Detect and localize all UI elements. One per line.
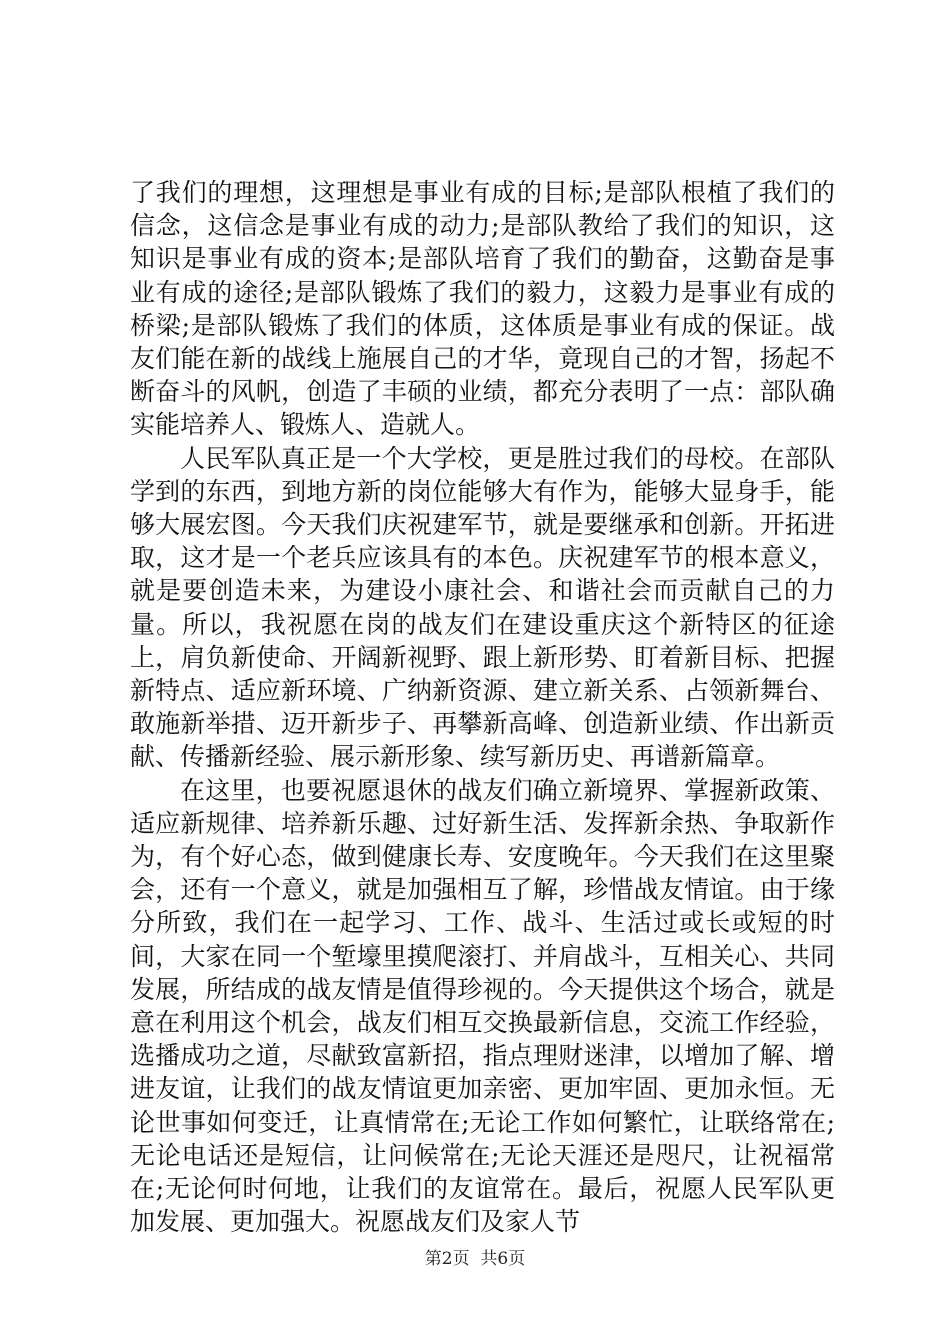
page-footer <box>0 1244 950 1269</box>
page-number-label: 第2页 共6页 <box>424 1249 526 1269</box>
paragraph-3: 在这里，也要祝愿退休的战友们确立新境界、掌握新政策、适应新规律、培养新乐趣、过好新生活、发挥新余热、争取新作为，有个好心态，做到健康长寿、安度晚年。今天我们在这里聚会，还有一个意义，就是加强相互了解，珍惜战友情谊。由于缘分所致，我们在一起学习、工作、战斗、生活过或长或短的时间，大家在同一个堑壕里摸爬滚打、并肩战斗，互相关心、共同发展，所结成的战友情是值得珍视的。今天提供这个场合，就是意在利用这个机会，战友们相互交换最新信息，交流工作经验，选播成功之道，尽献致富新招，指点理财迷津，以增加了解、增进友谊，让我们的战友情谊更加亲密、更加牢固、更加永恒。无论世事如何变迁，让真情常在;无论工作如何繁忙，让联络常在;无论电话还是短信，让问候常在;无论天涯还是咫尺，让祝福常在;无论何时何地，让我们的友谊常在。最后，祝愿人民军队更加发展、更加强大。祝愿战友们及家人节 <box>130 775 835 1237</box>
paragraph-2: 人民军队真正是一个大学校，更是胜过我们的母校。在部队学到的东西，到地方新的岗位能够大有作为，能够大显身手，能够大展宏图。今天我们庆祝建军节，就是要继承和创新。开拓进取，这才是一个老兵应该具有的本色。庆祝建军节的根本意义，就是要创造未来，为建设小康社会、和谐社会而贡献自己的力量。所以，我祝愿在岗的战友们在建设重庆这个新特区的征途上，肩负新使命、开阔新视野、跟上新形势、盯着新目标、把握新特点、适应新环境、广纳新资源、建立新关系、占领新舞台、敢施新举措、迈开新步子、再攀新高峰、创造新业绩、作出新贡献、传播新经验、展示新形象、续写新历史、再谱新篇章。 <box>130 443 835 772</box>
document-body <box>130 176 835 1239</box>
paragraph-1: 了我们的理想，这理想是事业有成的目标;是部队根植了我们的信念，这信念是事业有成的动力;是部队教给了我们的知识，这知识是事业有成的资本;是部队培育了我们的勤奋，这勤奋是事业有成的途径;是部队锻炼了我们的毅力，这毅力是事业有成的桥梁;是部队锻炼了我们的体质，这体质是事业有成的保证。战友们能在新的战线上施展自己的才华，竟现自己的才智，扬起不断奋斗的风帆，创造了丰硕的业绩，都充分表明了一点：部队确实能培养人、锻炼人、造就人。 <box>130 178 835 440</box>
